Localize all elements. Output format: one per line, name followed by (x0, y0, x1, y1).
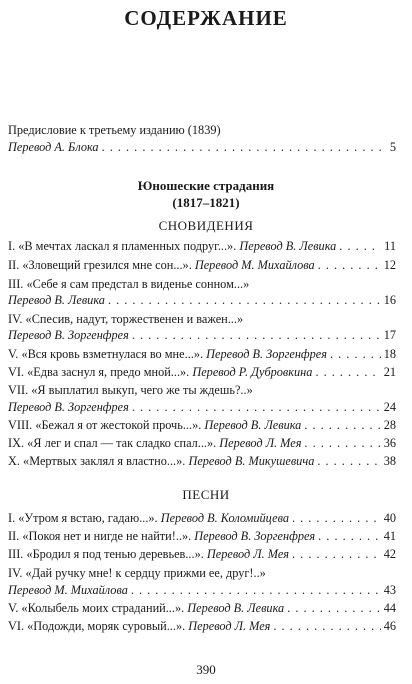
leader-dots (131, 582, 381, 598)
page-number: 390 (196, 662, 216, 677)
leader-dots (318, 528, 381, 544)
preface-line-1 (8, 122, 396, 138)
page-title: СОДЕРЖАНИЕ (124, 6, 288, 30)
toc-entry-line-2: Перевод В. Левика . . . 16 (8, 292, 396, 308)
page-ref: 46 (383, 619, 396, 633)
leader-dots (292, 510, 381, 526)
page-ref: 24 (383, 400, 396, 414)
page-ref: 17 (383, 328, 396, 342)
toc-entry: I. «В мечтах ласкал я пламенных подруг...». Перевод В. Левика . . . 11 (8, 238, 396, 254)
section-heading-dreams: СНОВИДЕНИЯ (158, 218, 254, 233)
leader-dots (318, 257, 381, 273)
section-heading-songs: ПЕСНИ (182, 487, 230, 502)
toc-entry: IX. «Я лег и спал — так сладко спал...». Перевод Л. Мея . . . 36 (8, 435, 396, 451)
toc-entry: I. «Утром я встаю, гадаю...». Перевод В. Коломийцева . . . 40 (8, 510, 396, 526)
toc-entry: II. «Зловещий грезился мне сон...». Перевод М. Михайлова . . . 12 (8, 257, 396, 273)
page-ref: 44 (383, 601, 396, 615)
page-ref: 12 (383, 258, 396, 272)
preface-title: Предисловие к третьему изданию (1839) (8, 123, 221, 137)
page-ref: 28 (383, 418, 396, 432)
page-ref: 42 (383, 547, 396, 561)
leader-dots (273, 618, 380, 634)
page-ref: 43 (383, 583, 396, 597)
leader-dots (132, 327, 381, 343)
preface-line-2 (8, 139, 396, 155)
part-title: Юношеские страдания (137, 178, 275, 193)
page-ref: 40 (383, 511, 396, 525)
page-ref: 36 (383, 436, 396, 450)
page-ref: 16 (383, 293, 396, 307)
toc-entry: V. «Колыбель моих страданий...». Перевод В. Левика . . . 44 (8, 600, 396, 616)
leader-dots (108, 292, 381, 308)
page-ref: 41 (383, 529, 396, 543)
leader-dots (315, 364, 380, 380)
toc-entry-line-1: VII. «Я выплатил выкуп, чего же ты ждешь?..» (8, 383, 253, 397)
preface-translator: Перевод А. Блока (8, 140, 99, 154)
toc-entry: II. «Покоя нет и нигде не найти!..». Перевод В. Зоргенфрея . . . 41 (8, 528, 396, 544)
toc-entry: VI. «Подожди, моряк суровый...». Перевод Л. Мея . . . 46 (8, 618, 396, 634)
leader-dots (304, 435, 380, 451)
leader-dots (304, 417, 380, 433)
page-ref: 38 (383, 454, 396, 468)
toc-entry: VI. «Едва заснул я, предо мной...». Перевод Р. Дубровкина . . . 21 (8, 364, 396, 380)
leader-dots (292, 546, 381, 562)
leader-dots (102, 139, 387, 155)
toc-entry-line-1: IV. «Дай ручку мне! к сердцу прижми ее, друг!..» (8, 566, 266, 580)
toc-entry: III. «Бродил я под тенью деревьев...». Перевод Л. Мея . . . 42 (8, 546, 396, 562)
leader-dots (132, 399, 381, 415)
leader-dots (330, 346, 381, 362)
toc-entry: V. «Вся кровь взметнулася во мне...». Перевод В. Зоргенфрея . . . 18 (8, 346, 396, 362)
toc-entry-line-2: Перевод В. Зоргенфрея . . . 17 (8, 327, 396, 343)
page-ref: 21 (383, 365, 396, 379)
page-ref: 11 (384, 239, 396, 253)
toc-entry: VIII. «Бежал я от жестокой прочь...». Перевод В. Левика . . . 28 (8, 417, 396, 433)
leader-dots (287, 600, 381, 616)
toc-entry: X. «Мертвых заклял я властно...». Перевод В. Микушевича . . . 38 (8, 453, 396, 469)
leader-dots (317, 453, 380, 469)
toc-entry-line-2: Перевод В. Зоргенфрея . . . 24 (8, 399, 396, 415)
toc-entry-line-1: III. «Себе я сам предстал в виденье сонном...» (8, 277, 250, 291)
toc-entry-line-1: IV. «Спесив, надут, торжественен и важен...» (8, 312, 244, 326)
toc-entry-line-2: Перевод М. Михайлова . . . 43 (8, 582, 396, 598)
page-ref: 5 (389, 140, 396, 154)
leader-dots (339, 238, 381, 254)
page-ref: 18 (383, 347, 396, 361)
part-years: (1817–1821) (172, 195, 240, 210)
